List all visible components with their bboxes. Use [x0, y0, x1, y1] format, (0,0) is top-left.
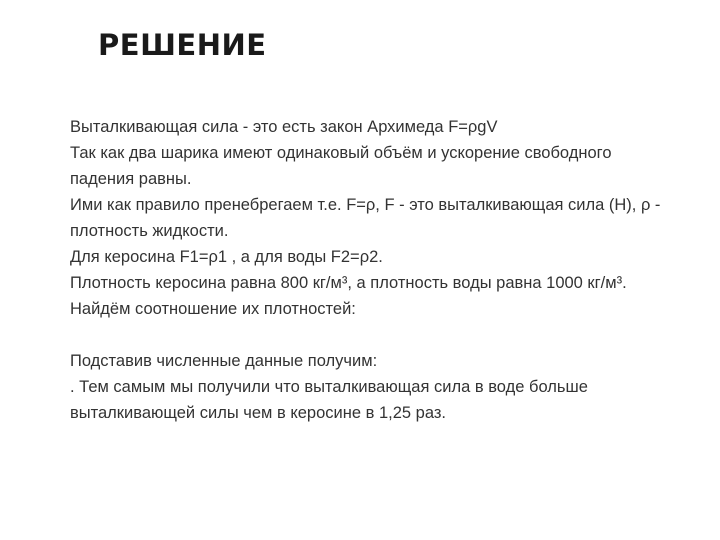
formula-gap — [70, 322, 670, 348]
paragraph-archimedes-law: Выталкивающая сила - это есть закон Архимеда F=ρgV — [70, 118, 498, 136]
paragraph-substitute: Подставив численные данные получим: — [70, 352, 378, 370]
paragraph-kerosene-water-forces: Для керосина F1=ρ1 , а для воды F2=ρ2. — [70, 248, 383, 266]
paragraph-conclusion: . Тем самым мы получили что выталкивающая сила в воде больше выталкивающей силы чем в керосине в 1,25 раз. — [70, 378, 588, 422]
slide-body — [70, 114, 670, 426]
paragraph-equal-volume: Так как два шарика имеют одинаковый объём и ускорение свободного падения равны. — [70, 144, 612, 188]
slide-title: РЕШЕНИЕ — [98, 28, 267, 62]
paragraph-find-ratio: Найдём соотношение их плотностей: — [70, 300, 356, 318]
paragraph-neglect: Ими как правило пренебрегаем т.е. F=ρ, F - это выталкивающая сила (Н), ρ - плотность жидкости. — [70, 196, 661, 240]
paragraph-densities: Плотность керосина равна 800 кг/м³, а плотность воды равна 1000 кг/м³. — [70, 274, 627, 292]
